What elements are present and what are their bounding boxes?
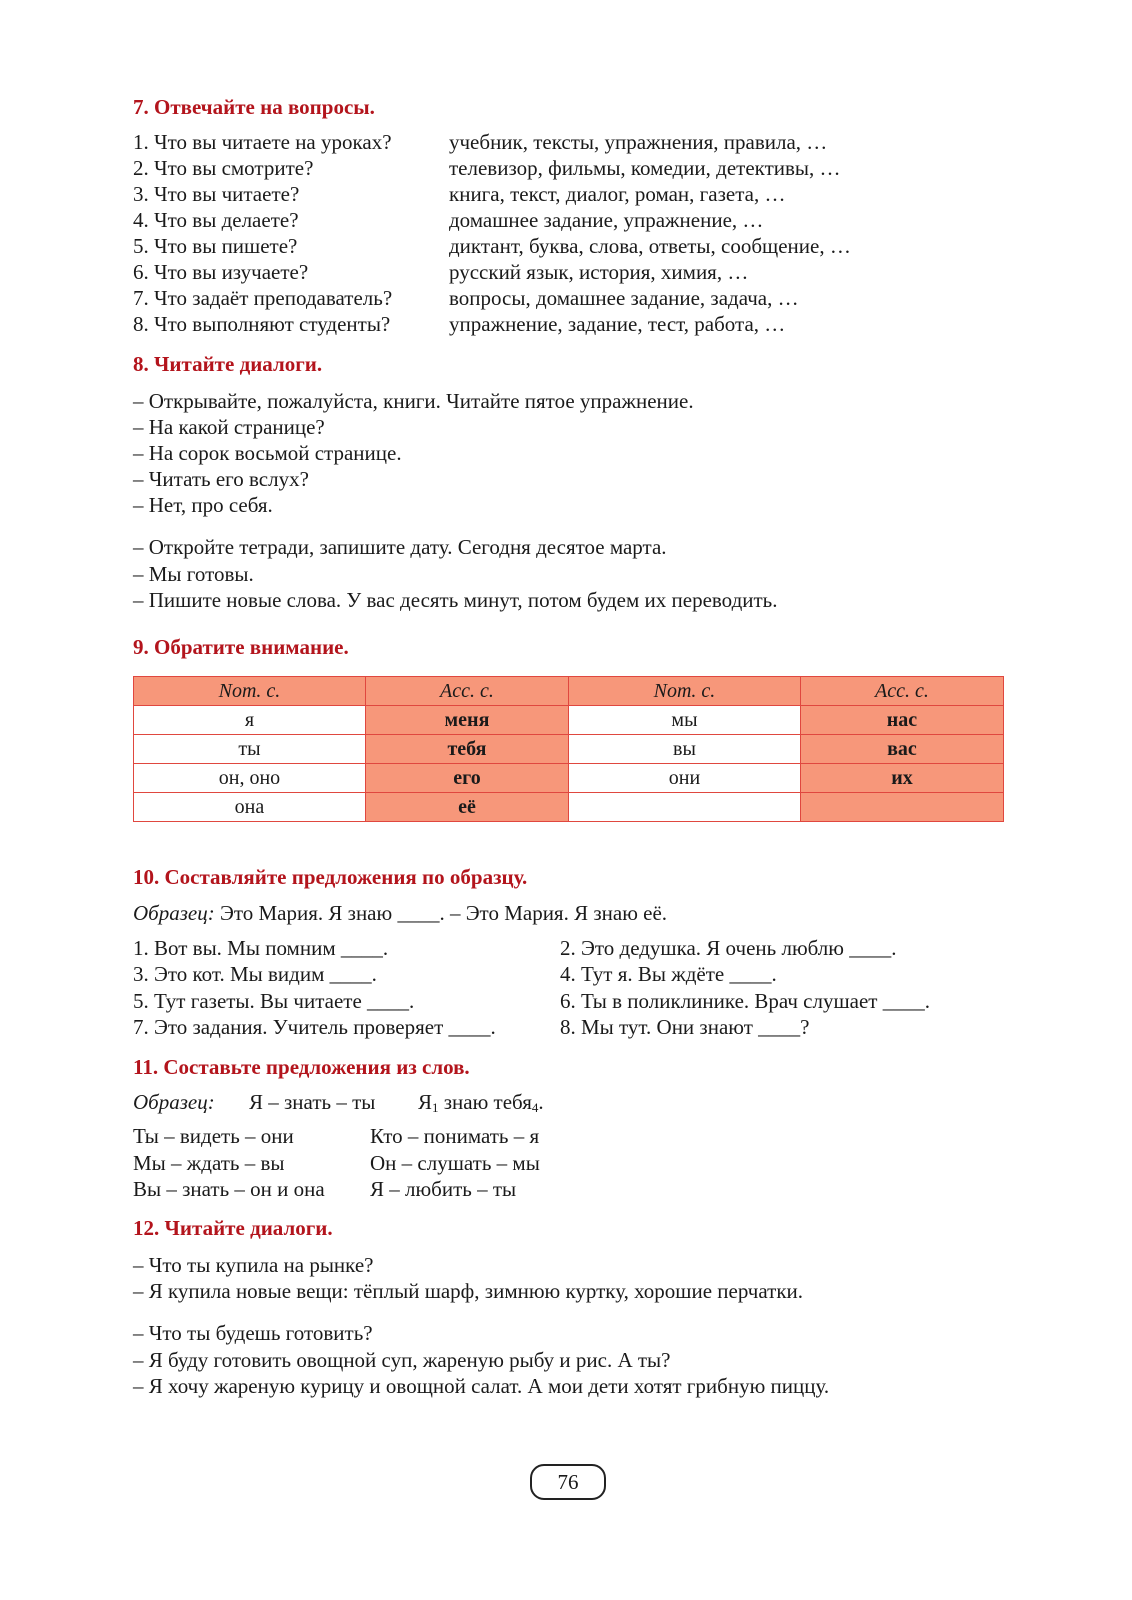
dialog-line: – На сорок восьмой странице.: [133, 441, 402, 465]
dialog-line: – Что ты будешь готовить?: [133, 1321, 373, 1345]
sample-words: Я – знать – ты: [249, 1090, 376, 1114]
exercise-10-sample: [133, 900, 667, 926]
nominative-cell: она: [134, 793, 366, 822]
table-header-row: [134, 677, 1004, 706]
table-row: [134, 764, 1004, 793]
answer-part: .: [538, 1090, 544, 1114]
exercise-12-title: 12. Читайте диалоги.: [133, 1216, 333, 1240]
sample-label: [133, 1089, 215, 1115]
sample-label-text: Образец:: [133, 1090, 215, 1114]
nominative-cell: [568, 793, 800, 822]
dialog-line: – Я буду готовить овощной суп, жареную рыбу и рис. А ты?: [133, 1347, 671, 1372]
case-subscript: 1: [432, 1100, 439, 1115]
nominative-cell: они: [568, 764, 800, 793]
dialog-line: – Открывайте, пожалуйста, книги. Читайте пятое упражнение.: [133, 389, 694, 413]
dialog-line: – Пишите новые слова. У вас десять минут, потом будем их переводить.: [133, 588, 778, 612]
answer-part: знаю тебя: [438, 1090, 532, 1114]
dialog-line: – Читать его вслух?: [133, 467, 309, 491]
dialog-line: – Я купила новые вещи: тёплый шарф, зимнюю куртку, хорошие перчатки.: [133, 1279, 804, 1303]
question: 5. Что вы пишете?: [133, 234, 298, 258]
word-set: Кто – понимать – я: [370, 1124, 540, 1148]
exercise-item: 5. Тут газеты. Вы читаете ____.: [133, 988, 415, 1013]
question: 7. Что задаёт преподаватель?: [133, 286, 393, 310]
exercise-11-title: 11. Составьте предложения из слов.: [133, 1055, 470, 1079]
question: 6. Что вы изучаете?: [133, 260, 309, 284]
page-number: 76: [530, 1464, 606, 1500]
question: 4. Что вы делаете?: [133, 208, 299, 232]
dialog-line: – Я хочу жареную курицу и овощной салат. А мои дети хотят грибную пиццу.: [133, 1374, 830, 1398]
header-cell: Nom. c.: [134, 677, 366, 706]
table-row: [134, 735, 1004, 764]
dialog-line: – Что ты купила на рынке?: [133, 1253, 374, 1277]
sample-label: Образец:: [133, 901, 215, 925]
accusative-cell: его: [365, 764, 568, 793]
nominative-cell: он, оно: [134, 764, 366, 793]
question: 3. Что вы читаете?: [133, 182, 300, 206]
answer-hint: вопросы, домашнее задание, задача, …: [449, 286, 799, 310]
word-set: Ты – видеть – они: [133, 1124, 294, 1148]
question: 8. Что выполняют студенты?: [133, 312, 391, 336]
answer-hint: диктант, буква, слова, ответы, сообщение, …: [449, 234, 851, 258]
exercise-item: 3. Это кот. Мы видим ____.: [133, 962, 377, 987]
exercise-10-title: 10. Составляйте предложения по образцу.: [133, 865, 528, 889]
answer-hint: книга, текст, диалог, роман, газета, …: [449, 182, 786, 206]
nominative-cell: я: [134, 706, 366, 735]
header-cell: Acc. c.: [800, 677, 1003, 706]
dialog-line: – На какой странице?: [133, 415, 325, 439]
answer-hint: телевизор, фильмы, комедии, детективы, …: [449, 156, 841, 180]
accusative-cell: вас: [800, 735, 1003, 764]
exercise-9-title: 9. Обратите внимание.: [133, 635, 349, 659]
question: 2. Что вы смотрите?: [133, 156, 314, 180]
case-subscript: 4: [531, 1100, 539, 1115]
exercise-item: 6. Ты в поликлинике. Врач слушает ____.: [560, 988, 930, 1013]
pronoun-case-table: [133, 676, 1004, 822]
nominative-cell: мы: [568, 706, 800, 735]
table-row: [134, 793, 1004, 822]
question: 1. Что вы читаете на уроках?: [133, 130, 392, 154]
answer-hint: упражнение, задание, тест, работа, …: [449, 312, 786, 336]
exercise-8-title: 8. Читайте диалоги.: [133, 352, 323, 376]
answer-hint: русский язык, история, химия, …: [449, 260, 749, 284]
word-set: Я – любить – ты: [370, 1177, 517, 1201]
accusative-cell: нас: [800, 706, 1003, 735]
exercise-item: 4. Тут я. Вы ждёте ____.: [560, 962, 777, 987]
accusative-cell: их: [800, 764, 1003, 793]
exercise-item: 8. Мы тут. Они знают ____?: [560, 1014, 810, 1039]
word-set: Он – слушать – мы: [370, 1150, 540, 1175]
exercise-item: 2. Это дедушка. Я очень люблю ____.: [560, 936, 897, 960]
exercise-item: 1. Вот вы. Мы помним ____.: [133, 936, 389, 960]
sample-answer: [418, 1089, 544, 1115]
accusative-cell: тебя: [365, 735, 568, 764]
answer-part: Я: [418, 1090, 433, 1114]
accusative-cell: меня: [365, 706, 568, 735]
word-set: Мы – ждать – вы: [133, 1150, 285, 1175]
answer-hint: учебник, тексты, упражнения, правила, …: [449, 130, 828, 154]
dialog-line: – Мы готовы.: [133, 561, 254, 586]
dialog-line: – Откройте тетради, запишите дату. Сегодня десятое марта.: [133, 535, 667, 559]
sample-text: Это Мария. Я знаю ____. – Это Мария. Я знаю её.: [214, 901, 668, 925]
header-cell: Nom. c.: [568, 677, 800, 706]
dialog-line: – Нет, про себя.: [133, 493, 273, 517]
table-row: [134, 706, 1004, 735]
exercise-7-title: 7. Отвечайте на вопросы.: [133, 95, 375, 119]
header-cell: Acc. c.: [365, 677, 568, 706]
nominative-cell: вы: [568, 735, 800, 764]
accusative-cell: её: [365, 793, 568, 822]
exercise-item: 7. Это задания. Учитель проверяет ____.: [133, 1014, 496, 1039]
answer-hint: домашнее задание, упражнение, …: [449, 208, 764, 232]
word-set: Вы – знать – он и она: [133, 1177, 325, 1201]
accusative-cell: [800, 793, 1003, 822]
nominative-cell: ты: [134, 735, 366, 764]
